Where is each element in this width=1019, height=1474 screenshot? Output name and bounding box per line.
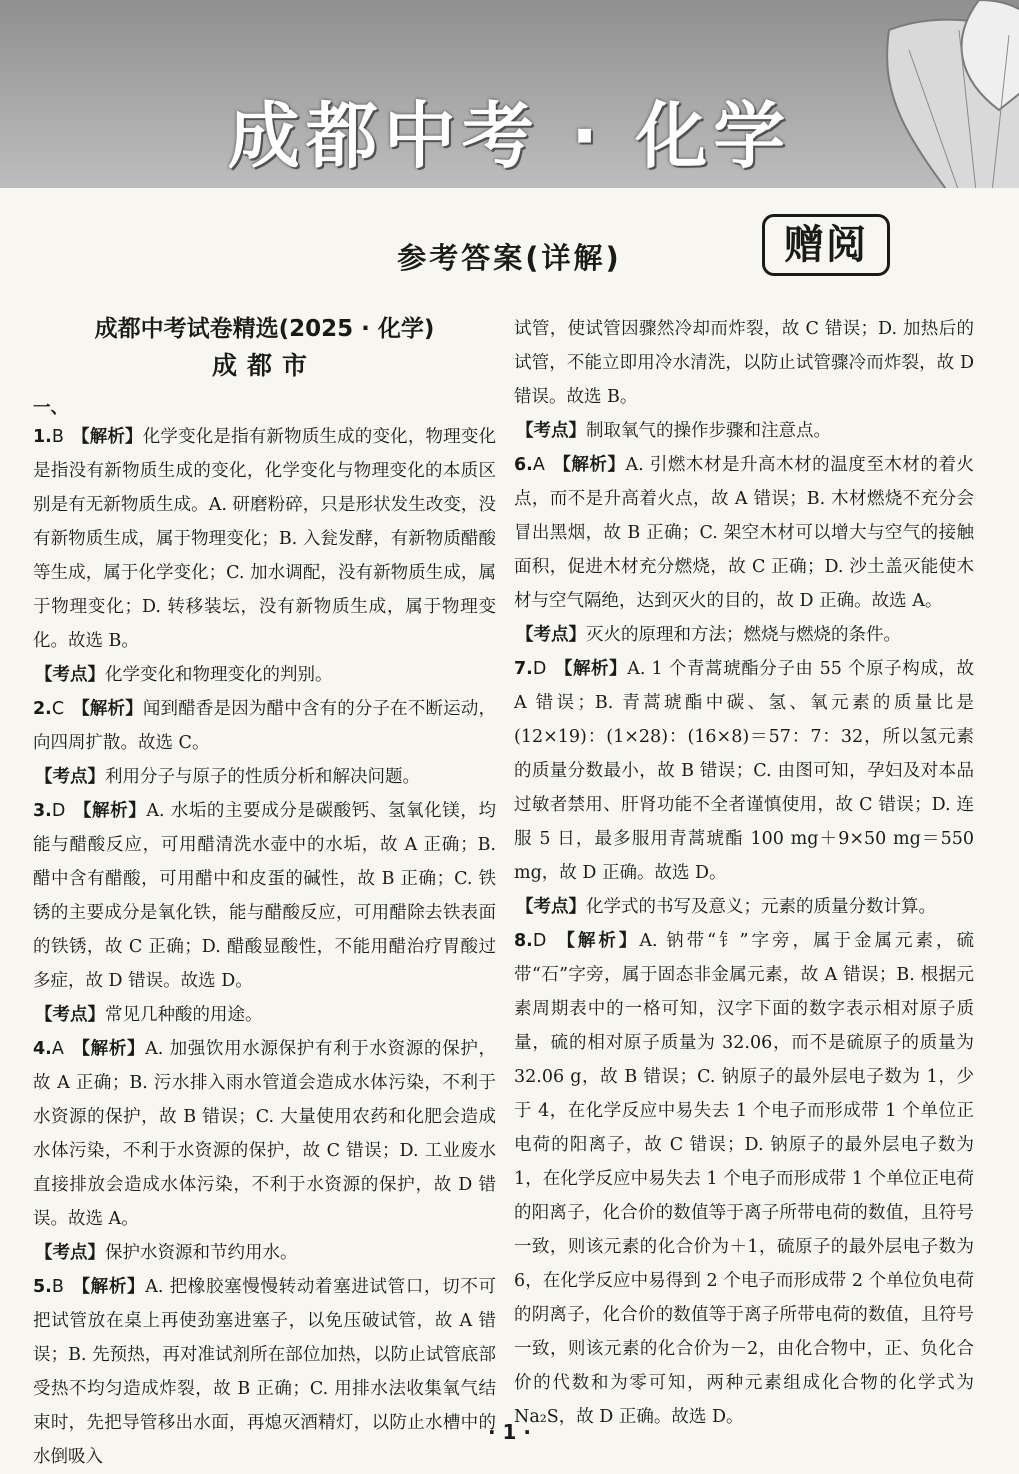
answer-letter: D <box>532 659 547 679</box>
kd-tag: 【考点】 <box>35 665 105 685</box>
kd-text: 灭火的原理和方法；燃烧与燃烧的条件。 <box>586 625 901 645</box>
answer-letter: B <box>51 1277 64 1297</box>
section-subtitle: 成都市 <box>211 351 317 380</box>
analysis-text: A. 把橡胶塞慢慢转动着塞进试管口，切不可把试管放在桌上再使劲塞进塞子，以免压破试管，故 A 错误；B. 先预热，再对准试剂所在部位加热，以防止试管底部受热不均匀造成炸裂，故 B 正确；C. 用排水法收集氧气结束时，先把导管移出水面，再熄灭酒精灯，以防止水槽中的水倒吸入 <box>33 1277 497 1467</box>
analysis-tag: 【解析】 <box>552 455 626 475</box>
analysis-text: A. 1 个青蒿琥酯分子由 55 个原子构成，故 A 错误；B. 青蒿琥酯中碳、氢、氧元素的质量比是 (12×19)：(1×28)：(16×8)＝57：7：32，所以氢元素的质量分数最小，故 B 错误；C. 由图可知，孕妇及对本品过敏者禁用、肝肾功能不全者谨慎使用，故 C 错误；D. 连服 5 日，最多服用青蒿琥酯 100 mg＋9×50 mg＝550 mg，故 D 正确。故选 D。 <box>514 659 975 883</box>
kd-tag: 【考点】 <box>516 625 586 645</box>
analysis-tag: 【解析】 <box>73 801 147 821</box>
analysis-text: A. 水垢的主要成分是碳酸钙、氢氧化镁，均能与醋酸反应，可用醋清洗水壶中的水垢，故 A 正确；B. 醋中含有醋酸，可用醋中和皮蛋的碱性，故 B 正确；C. 铁锈的主要成分是氧化铁，能与醋酸反应，可用醋除去铁表面的铁锈，故 C 正确；D. 醋酸显酸性，不能用醋治疗胃酸过多症，故 D 错误。故选 D。 <box>33 801 497 991</box>
analysis-tag: 【解析】 <box>554 931 640 951</box>
question-6 <box>514 448 974 618</box>
kd-text: 制取氧气的操作步骤和注意点。 <box>586 421 831 441</box>
analysis-tag: 【解析】 <box>71 1039 146 1059</box>
analysis-text: A. 钠带“钅”字旁，属于金属元素，硫带“石”字旁，属于固态非金属元素，故 A 错误；B. 根据元素周期表中的一格可知，汉字下面的数字表示相对原子质量，硫的相对原子质量为 32.06，而不是硫原子的质量为 32.06 g，故 B 错误；C. 钠原子的最外层电子数为 1，少于 4，在化学反应中易失去 1 个电子而形成带 1 个单位正电荷的阳离子，故 C 错误；D. 钠原子的最外层电子数为 1，在化学反应中易失去 1 个电子而形成带 1 个单位正电荷的阳离子，化合价的数值等于离子所带电荷的数值，且符号一致，则该元素的化合价为＋1，硫原子的最外层电子数为 6，在化学反应中易得到 2 个电子而形成带 2 个单位负电荷的阴离子，化合价的数值等于离子所带电荷的数值，且符号一致，则该元素的化合价为－2，由化合物中，正、负化合价的代数和为零可知，两种元素组成化合物的化学式为 Na₂S，故 D 正确。故选 D。 <box>514 931 975 1427</box>
kd-tag: 【考点】 <box>35 1005 105 1025</box>
page-number: · 1 · <box>487 1420 532 1444</box>
answer-letter: A <box>532 455 545 475</box>
right-column <box>514 312 974 1434</box>
kd-text: 化学式的书写及意义；元素的质量分数计算。 <box>586 897 936 917</box>
kd-tag: 【考点】 <box>35 767 105 787</box>
answer-letter: D <box>532 931 547 951</box>
kd-text: 化学变化和物理变化的判别。 <box>105 665 333 685</box>
kd-tag: 【考点】 <box>516 421 586 441</box>
question-2 <box>33 692 496 760</box>
left-column <box>33 312 496 1474</box>
analysis-text: A. 引燃木材是升高木材的温度至木材的着火点，而不是升高着火点，故 A 错误；B. 木材燃烧不充分会冒出黑烟，故 B 正确；C. 架空木材可以增大与空气的接触面积，促进木材充分燃烧，故 C 正确；D. 沙土盖灭能使木材与空气隔绝，达到灭火的目的，故 D 正确。故选 A。 <box>514 455 974 611</box>
page-title: 成都中考 · 化学 <box>227 94 792 178</box>
knowledge-point-5 <box>514 414 974 448</box>
answer-letter: A <box>51 1039 64 1059</box>
question-number: 1. <box>33 427 52 447</box>
analysis-text: 闻到醋香是因为醋中含有的分子在不断运动，向四周扩散。故选 C。 <box>33 699 497 753</box>
section-title: 成都中考试卷精选(2025 · 化学) <box>94 316 435 342</box>
question-1 <box>33 420 496 658</box>
question-number: 8. <box>514 931 533 951</box>
question-4 <box>33 1032 496 1236</box>
kd-tag: 【考点】 <box>35 1243 105 1263</box>
kd-text: 保护水资源和节约用水。 <box>105 1243 298 1263</box>
question-8 <box>514 924 974 1434</box>
question-3 <box>33 794 496 998</box>
knowledge-point-7 <box>514 890 974 924</box>
analysis-text: 化学变化是指有新物质生成的变化，物理变化是指没有新物质生成的变化，化学变化与物理变化的本质区别是有无新物质生成。A. 研磨粉碎，只是形状发生改变，没有新物质生成，属于物理变化；B. 入瓮发酵，有新物质醋酸等生成，属于化学变化；C. 加水调配，没有新物质生成，属于物理变化；D. 转移装坛，没有新物质生成，属于物理变化。故选 B。 <box>33 427 497 651</box>
answer-letter: B <box>51 427 64 447</box>
kd-text: 常见几种酸的用途。 <box>105 1005 263 1025</box>
question-7 <box>514 652 974 890</box>
question-number: 5. <box>33 1277 52 1297</box>
kd-text: 利用分子与原子的性质分析和解决问题。 <box>105 767 420 787</box>
analysis-tag: 【解析】 <box>554 659 628 679</box>
question-number: 6. <box>514 455 533 475</box>
analysis-tag: 【解析】 <box>71 1277 146 1297</box>
analysis-text: A. 加强饮用水源保护有利于水资源的保护，故 A 正确；B. 污水排入雨水管道会造成水体污染，不利于水资源的保护，故 B 错误；C. 大量使用农药和化肥会造成水体污染，不利于水资源的保护，故 C 错误；D. 工业废水直接排放会造成水体污染，不利于水资源的保护，故 D 错误。故选 A。 <box>33 1039 497 1229</box>
knowledge-point-6 <box>514 618 974 652</box>
answer-subtitle: 参考答案(详解) <box>397 241 622 275</box>
kd-tag: 【考点】 <box>516 897 586 917</box>
question-number: 3. <box>33 801 52 821</box>
analysis-tag: 【解析】 <box>71 427 143 447</box>
answer-letter: C <box>51 699 65 719</box>
question-number: 4. <box>33 1039 52 1059</box>
question-number: 2. <box>33 699 52 719</box>
knowledge-point-2 <box>33 760 496 794</box>
header-banner <box>0 0 1019 188</box>
analysis-tag: 【解析】 <box>72 699 143 719</box>
answer-letter: D <box>51 801 66 821</box>
complimentary-stamp: 赠阅 <box>762 214 890 276</box>
knowledge-point-3 <box>33 998 496 1032</box>
knowledge-point-4 <box>33 1236 496 1270</box>
part-label: 一、 <box>33 398 68 418</box>
question-5-continued: 试管，使试管因骤然冷却而炸裂，故 C 错误；D. 加热后的试管，不能立即用冷水清洗，以防止试管骤冷而炸裂，故 D 错误。故选 B。 <box>514 319 974 407</box>
question-number: 7. <box>514 659 533 679</box>
knowledge-point-1 <box>33 658 496 692</box>
